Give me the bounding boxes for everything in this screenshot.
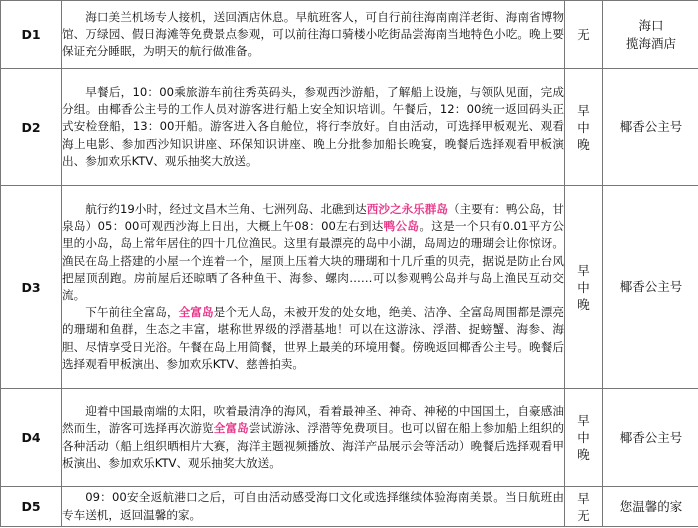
meal-indicator: 中 (577, 119, 590, 135)
hotel-name: 椰香公主号 (619, 119, 683, 134)
hotel-name: 揽海酒店 (625, 35, 676, 51)
meal-indicator: 早 (577, 102, 590, 118)
hotel-cell (603, 1, 698, 69)
description-paragraph (62, 84, 564, 170)
meal-indicator: 晚 (577, 136, 590, 152)
meal-indicator: 晚 (577, 447, 590, 462)
description-text: （主要有：鸭公岛，甘泉岛）05：00可观西沙海上日出，大概上午08：00左右到达 (62, 201, 564, 234)
description-paragraph (62, 403, 564, 472)
meal-indicator: 早 (577, 262, 590, 278)
description-text: 。这是一个只有0.01平方公里的小岛，岛上常年居住的四十几位渔民。这里有最漂亮的岛中小湖，岛周边的珊瑚会让你惊讶。渔民在岛上搭建的小屋一个连着一个，屋顶上压着大块的珊瑚和十几斤重的贝壳，据说是防止台风把屋顶刮跑。房前屋后还晾晒了各种鱼干、海参、螺肉……可以参观鸭公岛并与岛上渔民互动交流。 (62, 219, 564, 302)
meals-cell (565, 1, 603, 69)
day-label: D2 (1, 69, 62, 186)
hotel-cell (603, 487, 698, 527)
hotel-cell (603, 186, 698, 389)
meals-cell (565, 389, 603, 487)
description-text: 航行约19小时，经过文昌木兰角、七洲列岛、北礁到达 (85, 201, 367, 216)
meals-cell (565, 69, 603, 186)
description-text: 早餐后，10：00乘旅游车前往秀英码头，参观西沙游船，了解船上设施，与领队见面，完成分组。由椰香公主号的工作人员对游客进行船上安全知识培训。午餐后，12：00统一返回码头正式安检登船，13：00开船。游客进入各自舱位，将行李放好。自由活动，可选择甲板观光、观看海上电影、参加西沙知识讲座、环保知识讲座、晚上分批参加船长晚宴，晚餐后选择观看甲板演出、参加欢乐KTV、观乐抽奖大放送。 (62, 84, 564, 168)
hotel-name: 海口 (638, 17, 664, 33)
meal-indicator: 无 (577, 507, 590, 523)
description-text: 是个无人岛，未被开发的处女地，绝美、洁净、全富岛周围都是漂亮的珊瑚和鱼群，生态之丰富，堪称世界级的浮潜基地！可以在这游泳、浮潜、捉螃蟹、海参、海胆、尽情享受日光浴。午餐在岛上用简餐，世界上最美的环境用餐。傍晚返回椰香公主号。晚餐后选择观看甲板演出、参加欢乐KTV、慈善拍卖。 (62, 305, 564, 371)
day-description (62, 389, 565, 487)
day-label: D5 (1, 487, 62, 527)
highlighted-place-name: 全富岛 (178, 305, 214, 320)
description-paragraph (62, 9, 564, 61)
day-label: D3 (1, 186, 62, 389)
hotel-name: 您温馨的家 (619, 498, 683, 514)
description-paragraph (62, 489, 564, 523)
highlighted-place-name: 全富岛 (213, 421, 249, 436)
itinerary-rows (1, 1, 698, 527)
description-text: 下午前往全富岛， (85, 305, 179, 320)
day-row (1, 1, 698, 69)
description-paragraph (62, 304, 564, 373)
day-description (62, 69, 565, 186)
meal-indicator: 中 (577, 279, 590, 295)
highlighted-place-name: 西沙之永乐群岛 (366, 201, 448, 216)
meal-indicator: 无 (577, 27, 590, 42)
day-description (62, 487, 565, 527)
meals-cell (565, 186, 603, 389)
hotel-cell (603, 69, 698, 186)
day-label: D4 (1, 389, 62, 487)
day-row (1, 69, 698, 186)
meal-indicator: 晚 (577, 296, 590, 312)
meal-indicator: 中 (577, 430, 590, 445)
description-paragraph (62, 201, 564, 304)
day-description (62, 186, 565, 389)
day-row (1, 487, 698, 527)
day-row (1, 389, 698, 487)
meal-indicator: 早 (577, 490, 590, 506)
day-row (1, 186, 698, 389)
hotel-name: 椰香公主号 (619, 279, 683, 294)
day-label: D1 (1, 1, 62, 69)
description-text: 尝试游泳、浮潜等免费项目。也可以留在船上参加船上组织的各种活动（船上组织晒相片大赛，海洋主题视频播放、海洋产品展示会等活动）晚餐后选择观看甲板演出、参加欢乐KTV、观乐抽奖大放送。 (62, 421, 564, 470)
day-description (62, 1, 565, 69)
hotel-cell (603, 389, 698, 487)
meals-cell (565, 487, 603, 527)
description-text: 迎着中国最南端的太阳，吹着最清净的海风，看着最神圣、神奇、神秘的中国国土，自豪感油然而生，游客可选择再次游览 (62, 404, 564, 436)
description-text: 09：00安全返航港口之后，可自由活动感受海口文化或选择继续体验海南美景。当日航班由专车送机，返回温馨的家。 (62, 490, 564, 522)
description-text: 海口美兰机场专人接机，送回酒店休息。早航班客人，可自行前往海南南洋老街、海南省博物馆、万绿园、假日海滩等免费景点参观，可以前往海口骑楼小吃街品尝海南当地特色小吃。晚上要保证充分睡眠，为明天的航行做准备。 (62, 9, 564, 59)
meal-indicator: 早 (577, 413, 590, 428)
hotel-name: 椰香公主号 (619, 429, 683, 445)
highlighted-place-name: 鸭公岛 (383, 219, 420, 234)
